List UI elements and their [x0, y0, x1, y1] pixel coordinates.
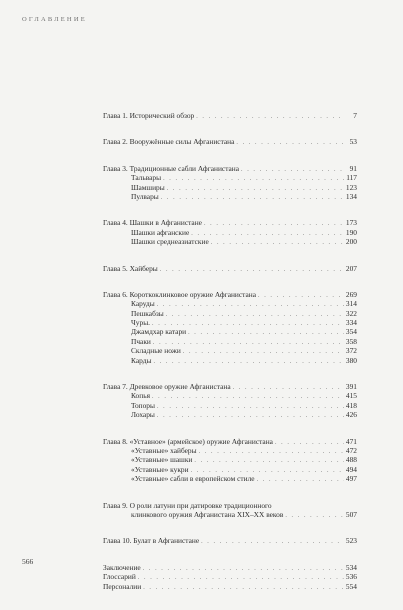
toc-chapter: [103, 165, 357, 203]
entry-title: Глава 4. Шашки в Афганистане: [103, 219, 202, 228]
entry-title: «Уставные» сабли в европейском стиле: [131, 475, 255, 484]
entry-page: 354: [345, 328, 357, 337]
toc-chapter: [103, 138, 357, 147]
section-entry: [103, 174, 357, 183]
entry-title: Глава 2. Вооружённые силы Афганистана: [103, 138, 235, 147]
entry-page: 269: [345, 290, 357, 299]
entry-title: Пешкабзы: [131, 309, 164, 318]
leader-dots: [191, 468, 344, 474]
entry-title: Глава 1. Исторический обзор: [103, 112, 195, 120]
chapter-entry: [103, 537, 357, 546]
entry-page: 200: [345, 238, 357, 247]
leader-dots: [161, 195, 344, 201]
leader-dots: [152, 321, 344, 327]
section-entry: [103, 184, 357, 193]
section-entry: [103, 347, 357, 356]
section-entry: [103, 411, 357, 420]
entry-title: Глава 10. Булат в Афганистане: [103, 537, 200, 546]
entry-title: «Уставные» кукри: [131, 465, 189, 474]
entry-page: 418: [345, 401, 357, 410]
entry-title: Чуры.: [131, 319, 151, 328]
leader-dots: [152, 394, 344, 400]
toc-chapter: [103, 502, 357, 521]
chapter-entry: [103, 165, 357, 174]
chapter-title-line-continued: [103, 511, 357, 520]
section-entry: [103, 466, 357, 475]
toc-chapter: [103, 383, 357, 421]
leader-dots: [204, 221, 344, 227]
leader-dots: [143, 566, 344, 572]
entry-title: Лохары: [131, 411, 155, 420]
entry-title: «Уставные» хайберы: [131, 446, 197, 455]
section-entry: [103, 475, 357, 484]
leader-dots: [157, 413, 344, 419]
leader-dots: [275, 440, 344, 446]
entry-title: Персоналии: [103, 582, 142, 591]
section-entry: [103, 338, 357, 347]
entry-page: 123: [345, 183, 357, 192]
leader-dots: [153, 340, 344, 346]
leader-dots: [201, 539, 344, 545]
entry-title: клинкового оружия Афганистана XIX–XX веков: [131, 510, 284, 519]
section-entry: [103, 392, 357, 401]
entry-page: 117: [346, 174, 357, 183]
chapter-entry: [103, 112, 357, 121]
appendix-entry: [103, 583, 357, 593]
entry-page: 523: [345, 537, 357, 546]
section-entry: [103, 402, 357, 411]
chapter-entry: [103, 138, 357, 147]
leader-dots: [258, 293, 344, 299]
entry-page: 334: [345, 319, 357, 328]
entry-title: Заключение: [103, 563, 141, 572]
appendix-entry: [103, 564, 357, 574]
entry-title: Глава 8. «Уставное» (армейское) оружие Афганистана: [103, 437, 273, 446]
toc-chapter: [103, 291, 357, 366]
entry-title: Пчаки: [131, 337, 151, 346]
leader-dots: [153, 359, 343, 365]
toc-appendix: [103, 564, 357, 593]
toc-chapter: [103, 265, 357, 274]
chapter-entry: [103, 383, 357, 392]
entry-title: Глава 9. О роли латуни при датировке традиционного: [103, 501, 272, 510]
section-entry: [103, 357, 357, 366]
entry-page: 534: [345, 563, 357, 572]
section-entry: [103, 456, 357, 465]
chapter-entry: [103, 291, 357, 300]
section-entry: [103, 328, 357, 337]
entry-title: Глава 3. Традиционные сабли Афганистана: [103, 164, 240, 173]
entry-page: 554: [345, 582, 357, 591]
entry-title: «Уставные» шашки: [131, 456, 193, 465]
entry-page: 322: [345, 309, 357, 318]
entry-page: 190: [345, 228, 357, 237]
leader-dots: [143, 585, 344, 591]
leader-dots: [241, 167, 345, 173]
entry-title: Карды: [131, 356, 152, 365]
entry-page: 91: [349, 164, 357, 173]
leader-dots: [157, 404, 344, 410]
section-entry: [103, 319, 357, 328]
leader-dots: [194, 458, 344, 464]
entry-title: Тальвары: [131, 174, 162, 183]
leader-dots: [138, 575, 344, 581]
chapter-title-line: [103, 502, 357, 511]
entry-page: 497: [345, 475, 357, 484]
entry-title: Шашки афганские: [131, 228, 190, 237]
chapter-entry: [103, 219, 357, 228]
entry-page: 7: [353, 112, 357, 120]
toc-chapter: [103, 219, 357, 247]
entry-page: 314: [345, 300, 357, 309]
running-head: ОГЛАВЛЕНИЕ: [22, 16, 87, 23]
section-entry: [103, 300, 357, 309]
leader-dots: [167, 186, 344, 192]
entry-page: 372: [345, 347, 357, 356]
entry-page: 358: [345, 337, 357, 346]
entry-title: Шашки среднеазиатские: [131, 238, 209, 247]
section-entry: [103, 193, 357, 202]
appendix-entry: [103, 573, 357, 583]
leader-dots: [285, 513, 344, 519]
toc-chapter: [103, 438, 357, 485]
entry-page: 415: [345, 392, 357, 401]
leader-dots: [196, 114, 345, 120]
leader-dots: [183, 349, 344, 355]
entry-title: Пулвары: [131, 192, 159, 201]
entry-title: Глава 7. Древковое оружие Афганистана: [103, 383, 231, 392]
toc-chapter: [103, 112, 357, 121]
entry-page: 391: [345, 383, 357, 392]
entry-page: 173: [345, 219, 357, 228]
table-of-contents: [103, 112, 357, 610]
leader-dots: [157, 302, 344, 308]
chapter-entry: [103, 438, 357, 447]
entry-page: 471: [345, 437, 357, 446]
entry-page: 134: [345, 192, 357, 201]
page-number: 566: [22, 557, 34, 566]
leader-dots: [160, 267, 344, 273]
entry-title: Джамдхар катари: [131, 328, 187, 337]
leader-dots: [211, 240, 344, 246]
entry-title: Глоссарий: [103, 573, 136, 582]
leader-dots: [163, 176, 344, 182]
entry-page: 536: [345, 573, 357, 582]
section-entry: [103, 238, 357, 247]
leader-dots: [166, 312, 344, 318]
toc-chapter: [103, 537, 357, 546]
section-entry: [103, 229, 357, 238]
section-entry: [103, 310, 357, 319]
entry-title: Шамширы: [131, 183, 165, 192]
entry-title: Глава 5. Хайберы: [103, 264, 158, 273]
entry-title: Топоры: [131, 401, 155, 410]
entry-page: 426: [345, 411, 357, 420]
entry-page: 207: [345, 264, 357, 273]
entry-page: 380: [345, 356, 357, 365]
entry-page: 494: [345, 465, 357, 474]
entry-page: 53: [349, 138, 357, 147]
chapter-entry: [103, 265, 357, 274]
entry-page: 488: [345, 456, 357, 465]
leader-dots: [257, 477, 344, 483]
section-entry: [103, 447, 357, 456]
leader-dots: [233, 385, 344, 391]
entry-page: 472: [345, 446, 357, 455]
entry-title: Глава 6. Короткоклинковое оружие Афганистана: [103, 290, 256, 299]
leader-dots: [236, 140, 345, 146]
entry-title: Копья: [131, 392, 150, 401]
entry-page: 507: [345, 510, 357, 519]
entry-title: Каруды: [131, 300, 155, 309]
leader-dots: [199, 449, 344, 455]
leader-dots: [188, 330, 344, 336]
leader-dots: [191, 231, 344, 237]
entry-title: Складные ножи: [131, 347, 181, 356]
